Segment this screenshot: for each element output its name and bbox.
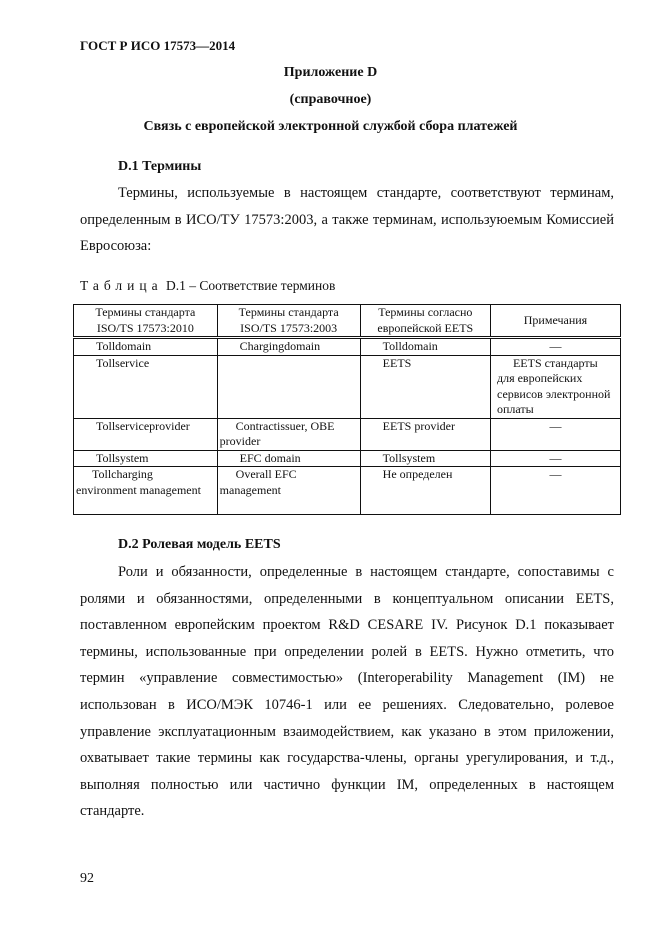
table-header-cell: Примечания [490, 305, 620, 338]
table-cell: Tollserviceprovider [74, 418, 218, 450]
table-cell: Tolldomain [360, 338, 490, 356]
annex-type: (справочное) [289, 92, 372, 107]
section-heading-role-model: D.2 Ролевая модель EETS [118, 537, 281, 552]
table-cell: Contractissuer, OBE provider [217, 418, 360, 450]
table-caption [80, 278, 335, 294]
table-row [74, 418, 621, 450]
section-heading-terms: D.1 Термины [118, 159, 202, 174]
table-caption-text: D.1 – Соответствие терминов [166, 278, 336, 293]
table-header-cell: Термины стандарта ISO/TS 17573:2010 [74, 305, 218, 338]
table-cell: Tollsystem [360, 450, 490, 467]
terms-paragraph-text: Термины, используемые в настоящем стандарте, соответствуют терминам, определенным в ИСО/ТУ 17573:2003, а также терминам, используюемым Комиссией Евросоюза: [80, 185, 614, 255]
standard-code: ГОСТ Р ИСО 17573—2014 [80, 38, 236, 53]
table-cell: EETS provider [360, 418, 490, 450]
table-cell: — [490, 450, 620, 467]
annex-title: Приложение D [283, 65, 378, 80]
terms-paragraph [80, 180, 614, 260]
table-cell: Не определен [360, 467, 490, 515]
table-row [74, 338, 621, 356]
table-cell: EETS [360, 355, 490, 418]
table-cell: — [490, 338, 620, 356]
table-cell: EFC domain [217, 450, 360, 467]
table-caption-label: Таблица [80, 278, 163, 293]
table-cell [217, 355, 360, 418]
annex-subtitle: Связь с европейской электронной службой сбора платежей [143, 119, 518, 134]
table-cell: Tollcharging environment management [74, 467, 218, 515]
table-cell: — [490, 418, 620, 450]
table-cell: Tollsystem [74, 450, 218, 467]
role-model-paragraph [80, 559, 614, 825]
table-header-cell: Термины стандарта ISO/TS 17573:2003 [217, 305, 360, 338]
page-number: 92 [80, 871, 94, 886]
table-cell: EETS стандарты для европейских сервисов электронной оплаты [490, 355, 620, 418]
terms-table [73, 304, 621, 515]
role-model-paragraph-text: Роли и обязанности, определенные в настоящем стандарте, сопоставимы с ролями и обязанностями, определенными в концептуальном описании EETS, поставленном европейским проектом R&D CESARE IV. Рисунок D.1 показывает термины, использованные при определении ролей в EETS. Нужно отметить, что термин «управление совместимостью» (Interoperability Management (IM) не использован в ИСО/МЭК 10746-1 или ее решениях. Следовательно, ролевое управление эксплуатационным взаимодействием, как указано в этом приложении, охватывает такие термины как государства-члены, органы урегулирования, и т.д., выполняя полностью или частично функции IM, определенных в настоящем стандарте. [80, 564, 614, 820]
table-cell: Chargingdomain [217, 338, 360, 356]
table-cell: — [490, 467, 620, 515]
table-row [74, 450, 621, 467]
table-cell: Overall EFC management [217, 467, 360, 515]
table-cell: Tollservice [74, 355, 218, 418]
table-header-row [74, 305, 621, 338]
table-header-cell: Термины согласно европейской EETS [360, 305, 490, 338]
table-row [74, 467, 621, 515]
table-row [74, 355, 621, 418]
table-cell: Tolldomain [74, 338, 218, 356]
